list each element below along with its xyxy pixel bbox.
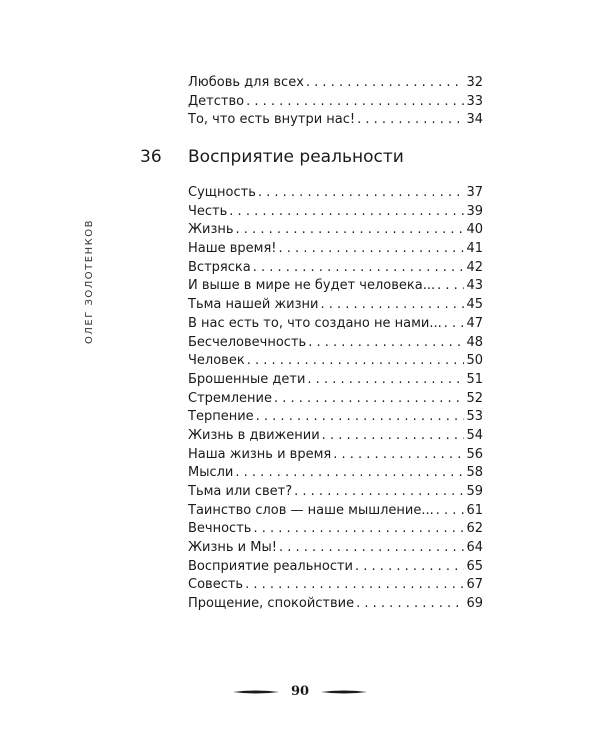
toc-entry-page: 37 xyxy=(466,185,483,200)
toc-entry-title: Наша жизнь и время xyxy=(188,446,332,462)
toc-dot-leader xyxy=(245,576,464,595)
toc-entry xyxy=(188,352,483,371)
toc-dot-leader xyxy=(256,408,465,427)
toc-entry-title: Человек xyxy=(188,353,245,369)
toc-dot-leader xyxy=(320,296,464,315)
toc-entry-title: Любовь для всех xyxy=(188,75,304,90)
toc-entry-page: 32 xyxy=(466,75,483,90)
toc-entry-page: 62 xyxy=(466,521,483,537)
toc-dot-leader xyxy=(294,483,464,502)
toc-dot-leader xyxy=(322,427,465,446)
toc-entry xyxy=(188,595,483,614)
toc-dot-leader xyxy=(356,595,464,614)
toc-dot-leader xyxy=(235,464,464,483)
toc-entry xyxy=(188,93,483,112)
toc-dot-leader xyxy=(236,221,465,240)
toc-entry-page: 64 xyxy=(466,540,483,556)
running-author: ОЛЕГ ЗОЛОТЕНКОВ xyxy=(84,219,95,344)
toc-entry xyxy=(188,502,483,521)
toc-entry xyxy=(188,259,483,278)
toc-entry xyxy=(188,576,483,595)
toc-entry-title: И выше в мире не будет человека... xyxy=(188,278,436,294)
toc-entry-title: Тьма или свет? xyxy=(188,484,293,499)
toc-entry-title: Вечность xyxy=(188,521,252,537)
toc-dot-leader xyxy=(247,352,465,371)
toc-entry-title: Восприятие реальности xyxy=(188,558,354,574)
section-title: Восприятие реальности xyxy=(188,147,404,167)
toc-entry-page: 43 xyxy=(466,278,483,294)
toc-entry xyxy=(188,520,483,539)
toc-entry-page: 61 xyxy=(466,502,483,518)
toc-entry xyxy=(188,74,483,93)
toc-entry-page: 39 xyxy=(466,203,483,219)
toc-dot-leader xyxy=(279,539,465,558)
toc-entry-title: В нас есть то, что создано не нами... xyxy=(188,315,442,331)
toc-entry-page: 50 xyxy=(466,353,483,369)
toc-dot-leader xyxy=(355,558,464,577)
toc-dot-leader xyxy=(279,240,465,259)
toc-dot-leader xyxy=(229,203,464,222)
toc-dot-leader xyxy=(306,74,465,93)
toc-entry-title: Тьма нашей жизни xyxy=(188,297,319,313)
left-ornament-icon xyxy=(233,689,279,695)
toc-entry-title: Жизнь в движении xyxy=(188,427,320,443)
toc-main-list xyxy=(188,184,483,614)
right-ornament-icon xyxy=(321,689,367,695)
toc-dot-leader xyxy=(253,520,464,539)
toc-entry-title: То, что есть внутри нас! xyxy=(188,112,356,128)
toc-entry-title: Сущность xyxy=(188,185,256,200)
toc-entry-page: 52 xyxy=(466,390,483,406)
toc-entry xyxy=(188,240,483,259)
toc-entry-page: 65 xyxy=(466,558,483,574)
toc-entry-page: 53 xyxy=(466,409,483,425)
toc-entry-page: 33 xyxy=(466,93,483,109)
toc-entry xyxy=(188,221,483,240)
toc-top-list xyxy=(188,74,483,130)
section-heading xyxy=(140,146,404,168)
toc-entry-title: Прощение, спокойствие xyxy=(188,596,355,612)
toc-entry xyxy=(188,184,483,203)
toc-entry-title: Брошенные дети xyxy=(188,371,306,387)
toc-entry xyxy=(188,371,483,390)
toc-entry-page: 48 xyxy=(466,334,483,350)
toc-entry-page: 41 xyxy=(466,241,483,257)
toc-entry xyxy=(188,446,483,465)
toc-dot-leader xyxy=(357,111,464,130)
page-number: 90 xyxy=(290,684,310,699)
toc-entry xyxy=(188,464,483,483)
toc-entry-title: Жизнь и Мы! xyxy=(188,540,277,556)
toc-entry-page: 54 xyxy=(466,427,483,443)
toc-entry-page: 42 xyxy=(466,259,483,275)
toc-entry xyxy=(188,408,483,427)
toc-entry-title: Совесть xyxy=(188,577,244,593)
toc-entry xyxy=(188,296,483,315)
toc-dot-leader xyxy=(308,334,464,353)
toc-entry xyxy=(188,427,483,446)
toc-entry xyxy=(188,315,483,334)
toc-entry-page: 67 xyxy=(466,577,483,593)
toc-entry-title: Мысли xyxy=(188,465,234,481)
toc-entry-title: Стремление xyxy=(188,390,272,406)
toc-entry-page: 59 xyxy=(466,484,483,499)
toc-entry-title: Бесчеловечность xyxy=(188,334,307,350)
page-footer xyxy=(0,684,600,699)
toc-entry-page: 45 xyxy=(466,297,483,313)
toc-entry-page: 58 xyxy=(466,465,483,481)
toc-entry-title: Терпение xyxy=(188,409,254,425)
toc-entry xyxy=(188,558,483,577)
toc-entry xyxy=(188,483,483,502)
toc-entry-page: 56 xyxy=(466,446,483,462)
toc-entry xyxy=(188,277,483,296)
toc-entry xyxy=(188,203,483,222)
toc-dot-leader xyxy=(253,259,465,278)
section-number: 36 xyxy=(140,147,162,167)
toc-dot-leader xyxy=(444,315,465,334)
toc-dot-leader xyxy=(436,502,465,521)
toc-entry-page: 51 xyxy=(466,371,483,387)
toc-entry-title: Наше время! xyxy=(188,241,277,257)
toc-entry-title: Детство xyxy=(188,93,245,109)
toc-entry-title: Честь xyxy=(188,203,228,219)
toc-entry-title: Встряска xyxy=(188,259,251,275)
toc-entry-page: 69 xyxy=(466,596,483,612)
toc-entry xyxy=(188,539,483,558)
toc-entry-page: 40 xyxy=(466,222,483,238)
toc-dot-leader xyxy=(274,390,464,409)
toc-dot-leader xyxy=(246,93,464,112)
toc-entry xyxy=(188,390,483,409)
toc-entry-title: Таинство слов — наше мышление... xyxy=(188,502,434,518)
toc-entry-page: 34 xyxy=(466,112,483,128)
toc-entry xyxy=(188,334,483,353)
toc-dot-leader xyxy=(333,446,464,465)
toc-entry xyxy=(188,111,483,130)
toc-entry-page: 47 xyxy=(466,315,483,331)
toc-dot-leader xyxy=(307,371,464,390)
toc-dot-leader xyxy=(258,184,465,203)
toc-entry-title: Жизнь xyxy=(188,222,234,238)
toc-dot-leader xyxy=(437,277,464,296)
